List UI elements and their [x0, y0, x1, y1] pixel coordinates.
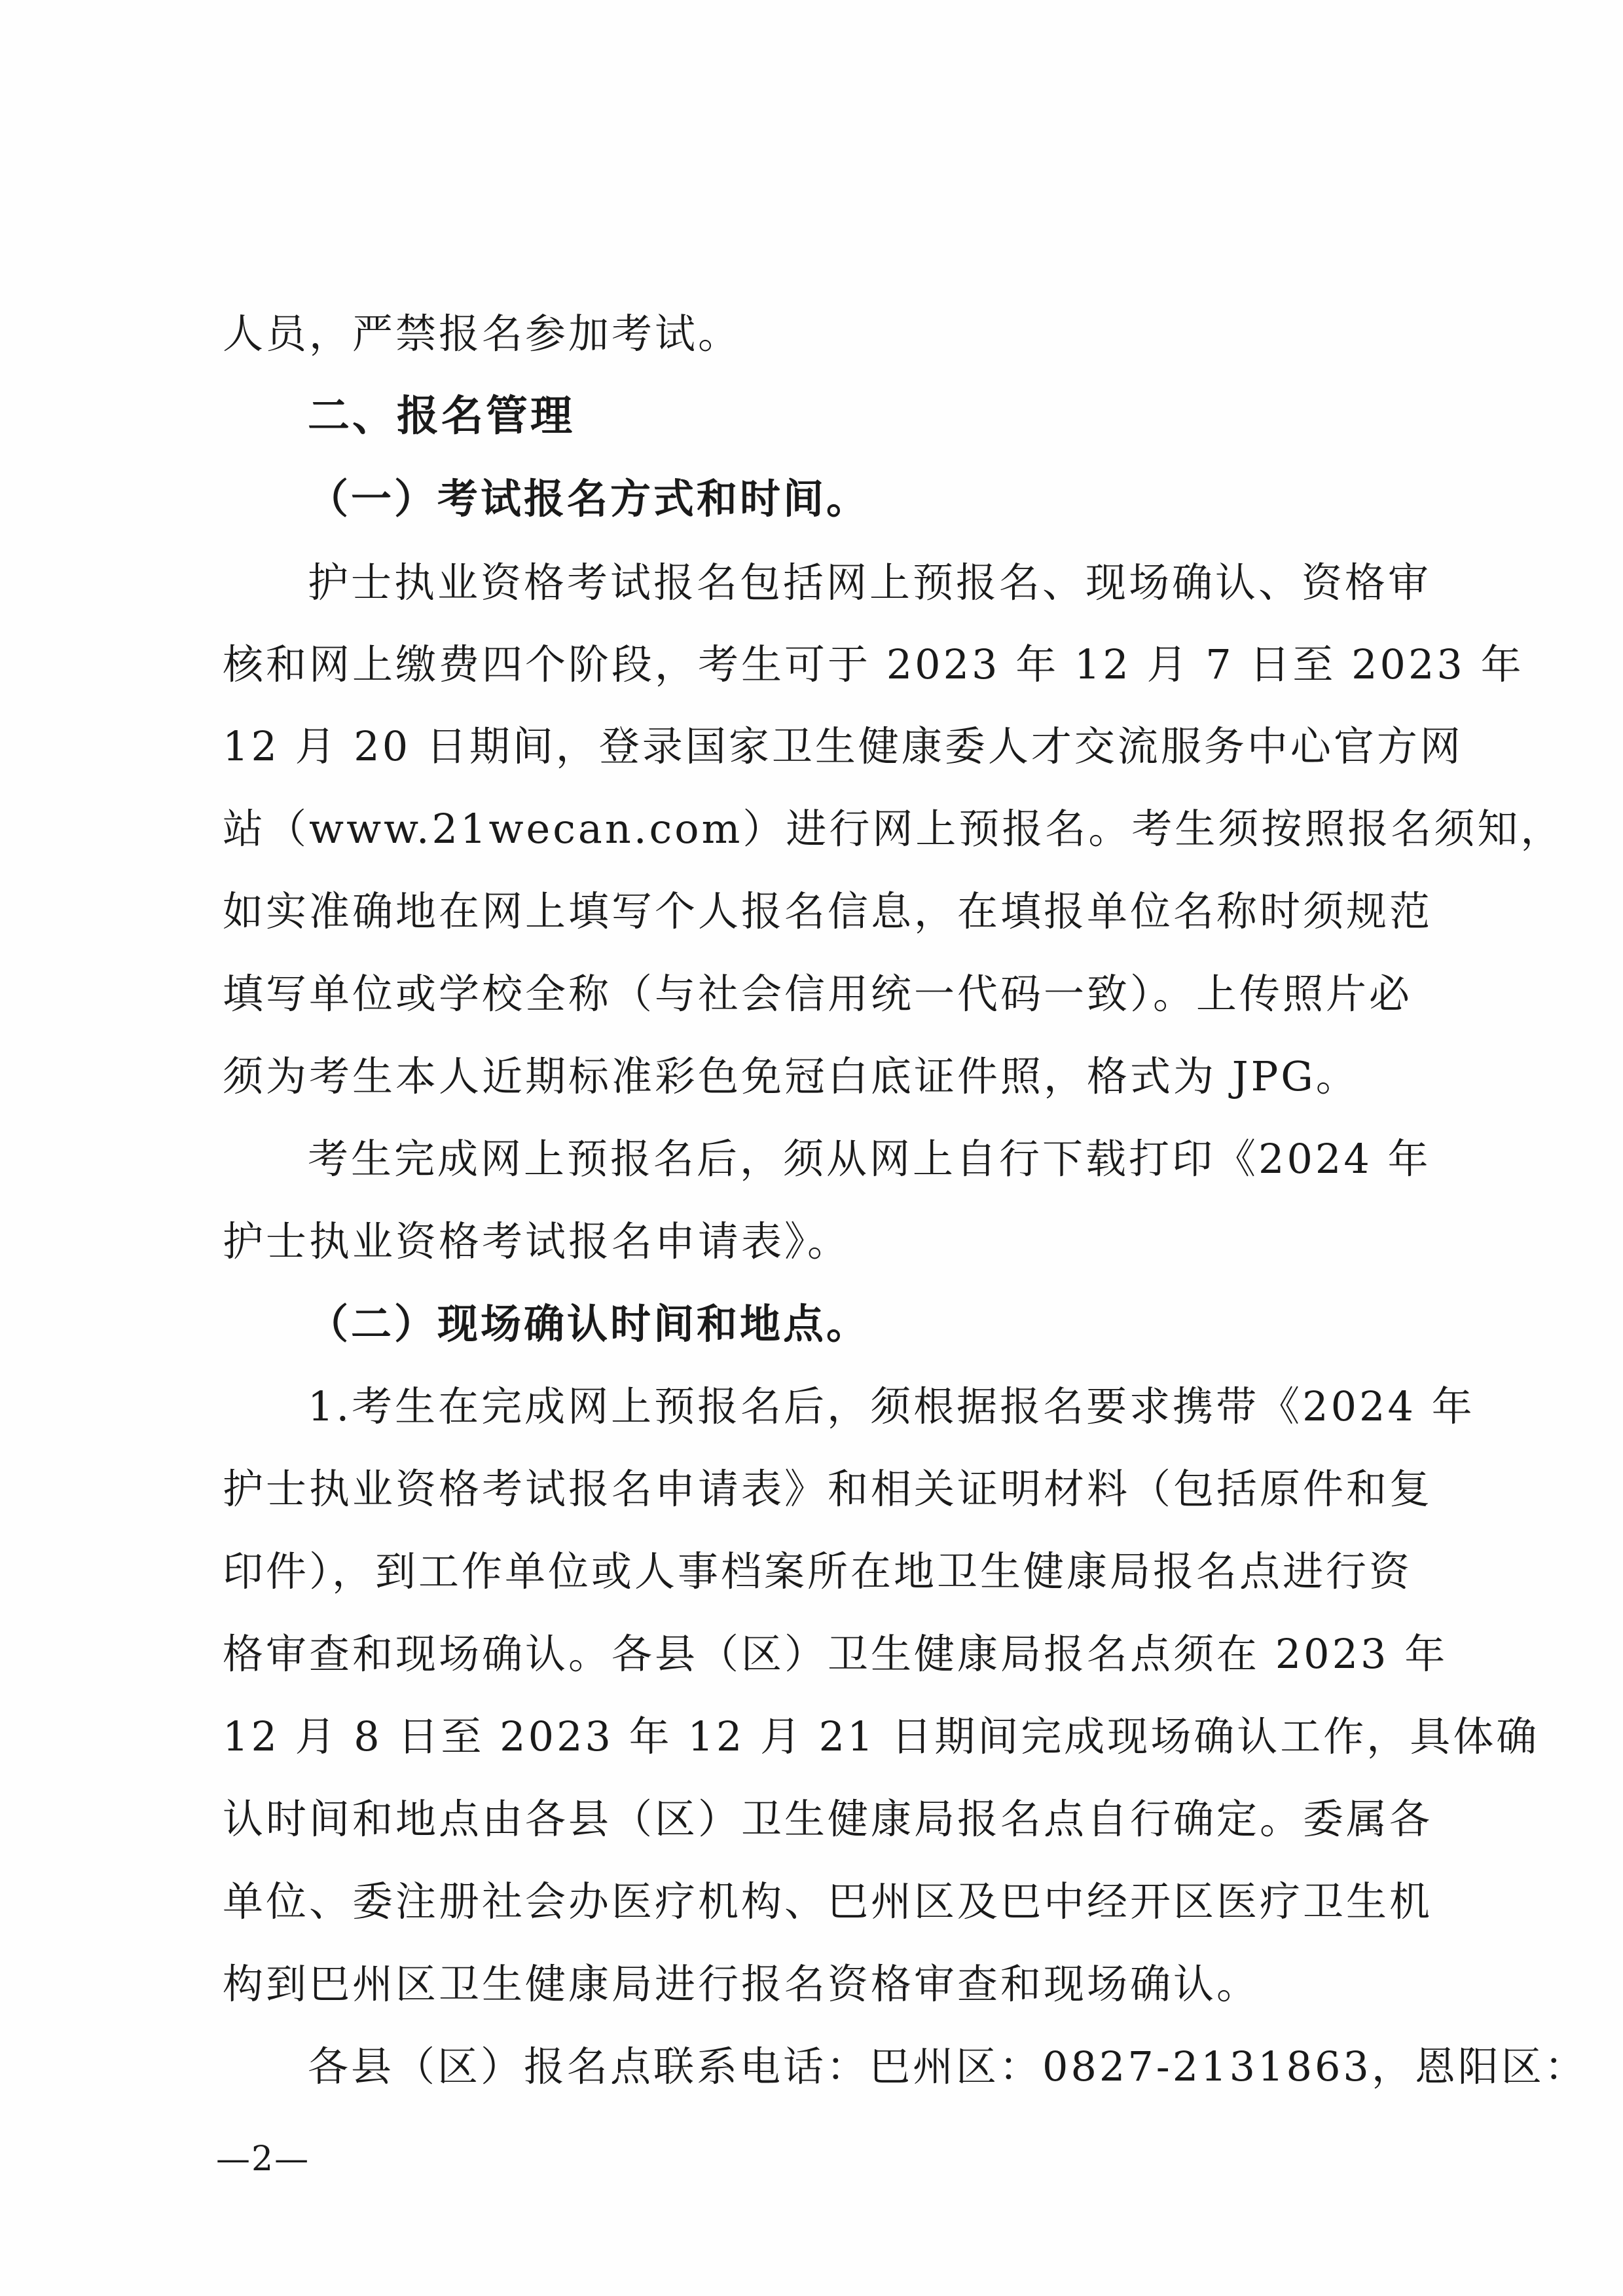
paragraph-line: 人员，严禁报名参加考试。: [223, 310, 742, 358]
paragraph-line: 护士执业资格考试报名申请表》。: [223, 1217, 851, 1265]
subsection-heading: （二）现场确认时间和地点。: [308, 1300, 870, 1348]
paragraph-line: 考生完成网上预报名后，须从网上自行下载打印《2024 年: [308, 1135, 1431, 1183]
paragraph-line: 构到巴州区卫生健康局进行报名资格审查和现场确认。: [223, 1960, 1260, 2008]
paragraph-line: 12 月 8 日至 2023 年 12 月 21 日期间完成现场确认工作，具体确: [223, 1713, 1540, 1760]
subsection-heading: （一）考试报名方式和时间。: [308, 475, 870, 523]
paragraph-line: 护士执业资格考试报名包括网上预报名、现场确认、资格审: [308, 559, 1432, 606]
paragraph-line: 印件），到工作单位或人事档案所在地卫生健康局报名点进行资: [223, 1547, 1413, 1595]
paragraph-line: 格审查和现场确认。各县（区）卫生健康局报名点须在 2023 年: [223, 1630, 1448, 1678]
paragraph-line: 填写单位或学校全称（与社会信用统一代码一致）。上传照片必: [223, 970, 1413, 1018]
paragraph-line: 单位、委注册社会办医疗机构、巴州区及巴中经开区医疗卫生机: [223, 1878, 1433, 1925]
paragraph-line: 如实准确地在网上填写个人报名信息，在填报单位名称时须规范: [223, 887, 1433, 935]
paragraph-line: 须为考生本人近期标准彩色免冠白底证件照，格式为 JPG。: [223, 1052, 1359, 1100]
section-heading: 二、报名管理: [308, 392, 575, 441]
paragraph-line: 12 月 20 日期间，登录国家卫生健康委人才交流服务中心官方网: [223, 722, 1463, 770]
paragraph-line: 各县（区）报名点联系电话：巴州区：0827-2131863，恩阳区：: [308, 2043, 1588, 2090]
paragraph-line: 核和网上缴费四个阶段，考生可于 2023 年 12 月 7 日至 2023 年: [223, 640, 1524, 688]
page-number: —2—: [216, 2139, 310, 2179]
paragraph-line: 认时间和地点由各县（区）卫生健康局报名点自行确定。委属各: [223, 1795, 1433, 1843]
paragraph-line: 1.考生在完成网上预报名后，须根据报名要求携带《2024 年: [308, 1382, 1475, 1430]
paragraph-line: 站（www.21wecan.com）进行网上预报名。考生须按照报名须知，: [223, 805, 1564, 853]
paragraph-line: 护士执业资格考试报名申请表》和相关证明材料（包括原件和复: [223, 1465, 1433, 1513]
